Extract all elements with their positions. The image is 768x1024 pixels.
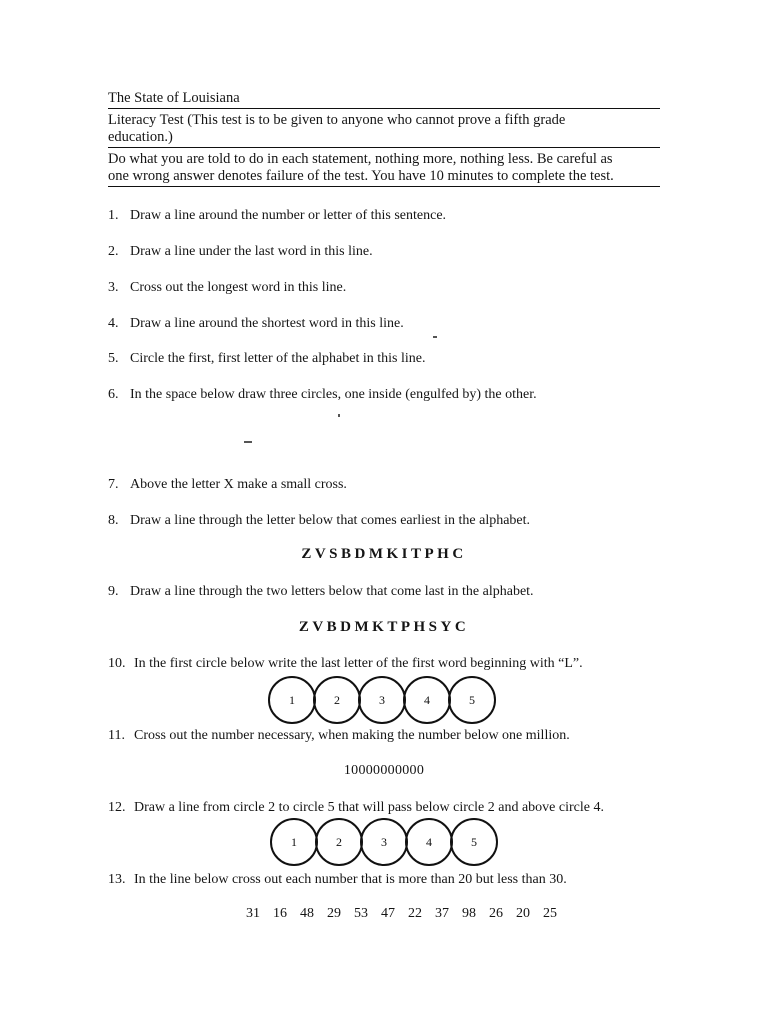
question-6 <box>108 386 668 403</box>
question-text: Draw a line through the letter below that comes earliest in the alphabet. <box>130 513 531 528</box>
circle-label: 3 <box>379 693 385 707</box>
question-number: 3. <box>108 280 119 295</box>
header-rule-2 <box>108 147 660 148</box>
question-8 <box>108 512 668 529</box>
instructions-line-2: one wrong answer denotes failure of the test. You have 10 minutes to complete the test. <box>108 168 614 184</box>
letters-row-q8: ZVSBDMKITPHC <box>301 546 467 562</box>
instructions-line-1: Do what you are told to do in each statement, nothing more, nothing less. Be careful as <box>108 151 613 167</box>
question-number: 4. <box>108 316 119 331</box>
question-5 <box>108 350 668 367</box>
question-text: Circle the first, first letter of the alphabet in this line. <box>130 351 426 366</box>
question-number: 6. <box>108 387 119 402</box>
question-number: 8. <box>108 513 119 528</box>
circle-label: 2 <box>336 835 342 849</box>
question-text: In the space below draw three circles, one inside (engulfed by) the other. <box>130 387 537 402</box>
question-2 <box>108 243 668 260</box>
circle-label: 4 <box>426 835 432 849</box>
question-12 <box>108 799 668 816</box>
question-text: In the line below cross out each number that is more than 20 but less than 30. <box>134 872 567 887</box>
question-10 <box>108 655 668 672</box>
question-9 <box>108 583 668 600</box>
header-rule-3 <box>108 186 660 187</box>
circles-q12 <box>268 816 504 868</box>
circles-q10 <box>266 674 502 726</box>
circle-label: 5 <box>469 693 475 707</box>
question-text: Draw a line from circle 2 to circle 5 that will pass below circle 2 and above circle 4. <box>134 800 604 815</box>
question-number: 11. <box>108 728 125 743</box>
circle-label: 3 <box>381 835 387 849</box>
question-text: Cross out the number necessary, when making the number below one million. <box>134 728 570 743</box>
question-text: Draw a line under the last word in this line. <box>130 244 373 259</box>
question-text: Draw a line through the two letters below that come last in the alphabet. <box>130 584 534 599</box>
letters-row-q9: ZVBDMKTPHSYC <box>298 619 470 635</box>
question-13 <box>108 871 668 888</box>
question-number: 2. <box>108 244 119 259</box>
question-7 <box>108 476 668 493</box>
circle-label: 2 <box>334 693 340 707</box>
state-title: The State of Louisiana <box>108 90 240 106</box>
question-4 <box>108 315 668 332</box>
circle-label: 1 <box>289 693 295 707</box>
question-number: 7. <box>108 477 119 492</box>
scan-speck <box>338 414 340 417</box>
question-number: 12. <box>108 800 126 815</box>
question-number: 1. <box>108 208 119 223</box>
circle-label: 5 <box>471 835 477 849</box>
question-number: 5. <box>108 351 119 366</box>
numbers-row-q13: 31 16 48 29 53 47 22 37 98 26 20 25 <box>246 906 557 921</box>
question-number: 13. <box>108 872 126 887</box>
question-text: Above the letter X make a small cross. <box>130 477 347 492</box>
scan-speck <box>433 336 437 338</box>
question-text: Cross out the longest word in this line. <box>130 280 347 295</box>
scan-speck <box>244 441 252 443</box>
circle-label: 1 <box>291 835 297 849</box>
question-3 <box>108 279 668 296</box>
question-number: 10. <box>108 656 126 671</box>
big-number-q11: 10000000000 <box>343 763 425 778</box>
question-number: 9. <box>108 584 119 599</box>
question-text: In the first circle below write the last letter of the first word beginning with “L”. <box>134 656 583 671</box>
question-11 <box>108 727 668 744</box>
circle-label: 4 <box>424 693 430 707</box>
question-1 <box>108 207 668 224</box>
question-text: Draw a line around the shortest word in this line. <box>130 316 404 331</box>
question-text: Draw a line around the number or letter of this sentence. <box>130 208 447 223</box>
test-title-line-2: education.) <box>108 129 173 145</box>
test-title-line-1: Literacy Test (This test is to be given to anyone who cannot prove a fifth grade <box>108 112 566 128</box>
header-rule-1 <box>108 108 660 109</box>
